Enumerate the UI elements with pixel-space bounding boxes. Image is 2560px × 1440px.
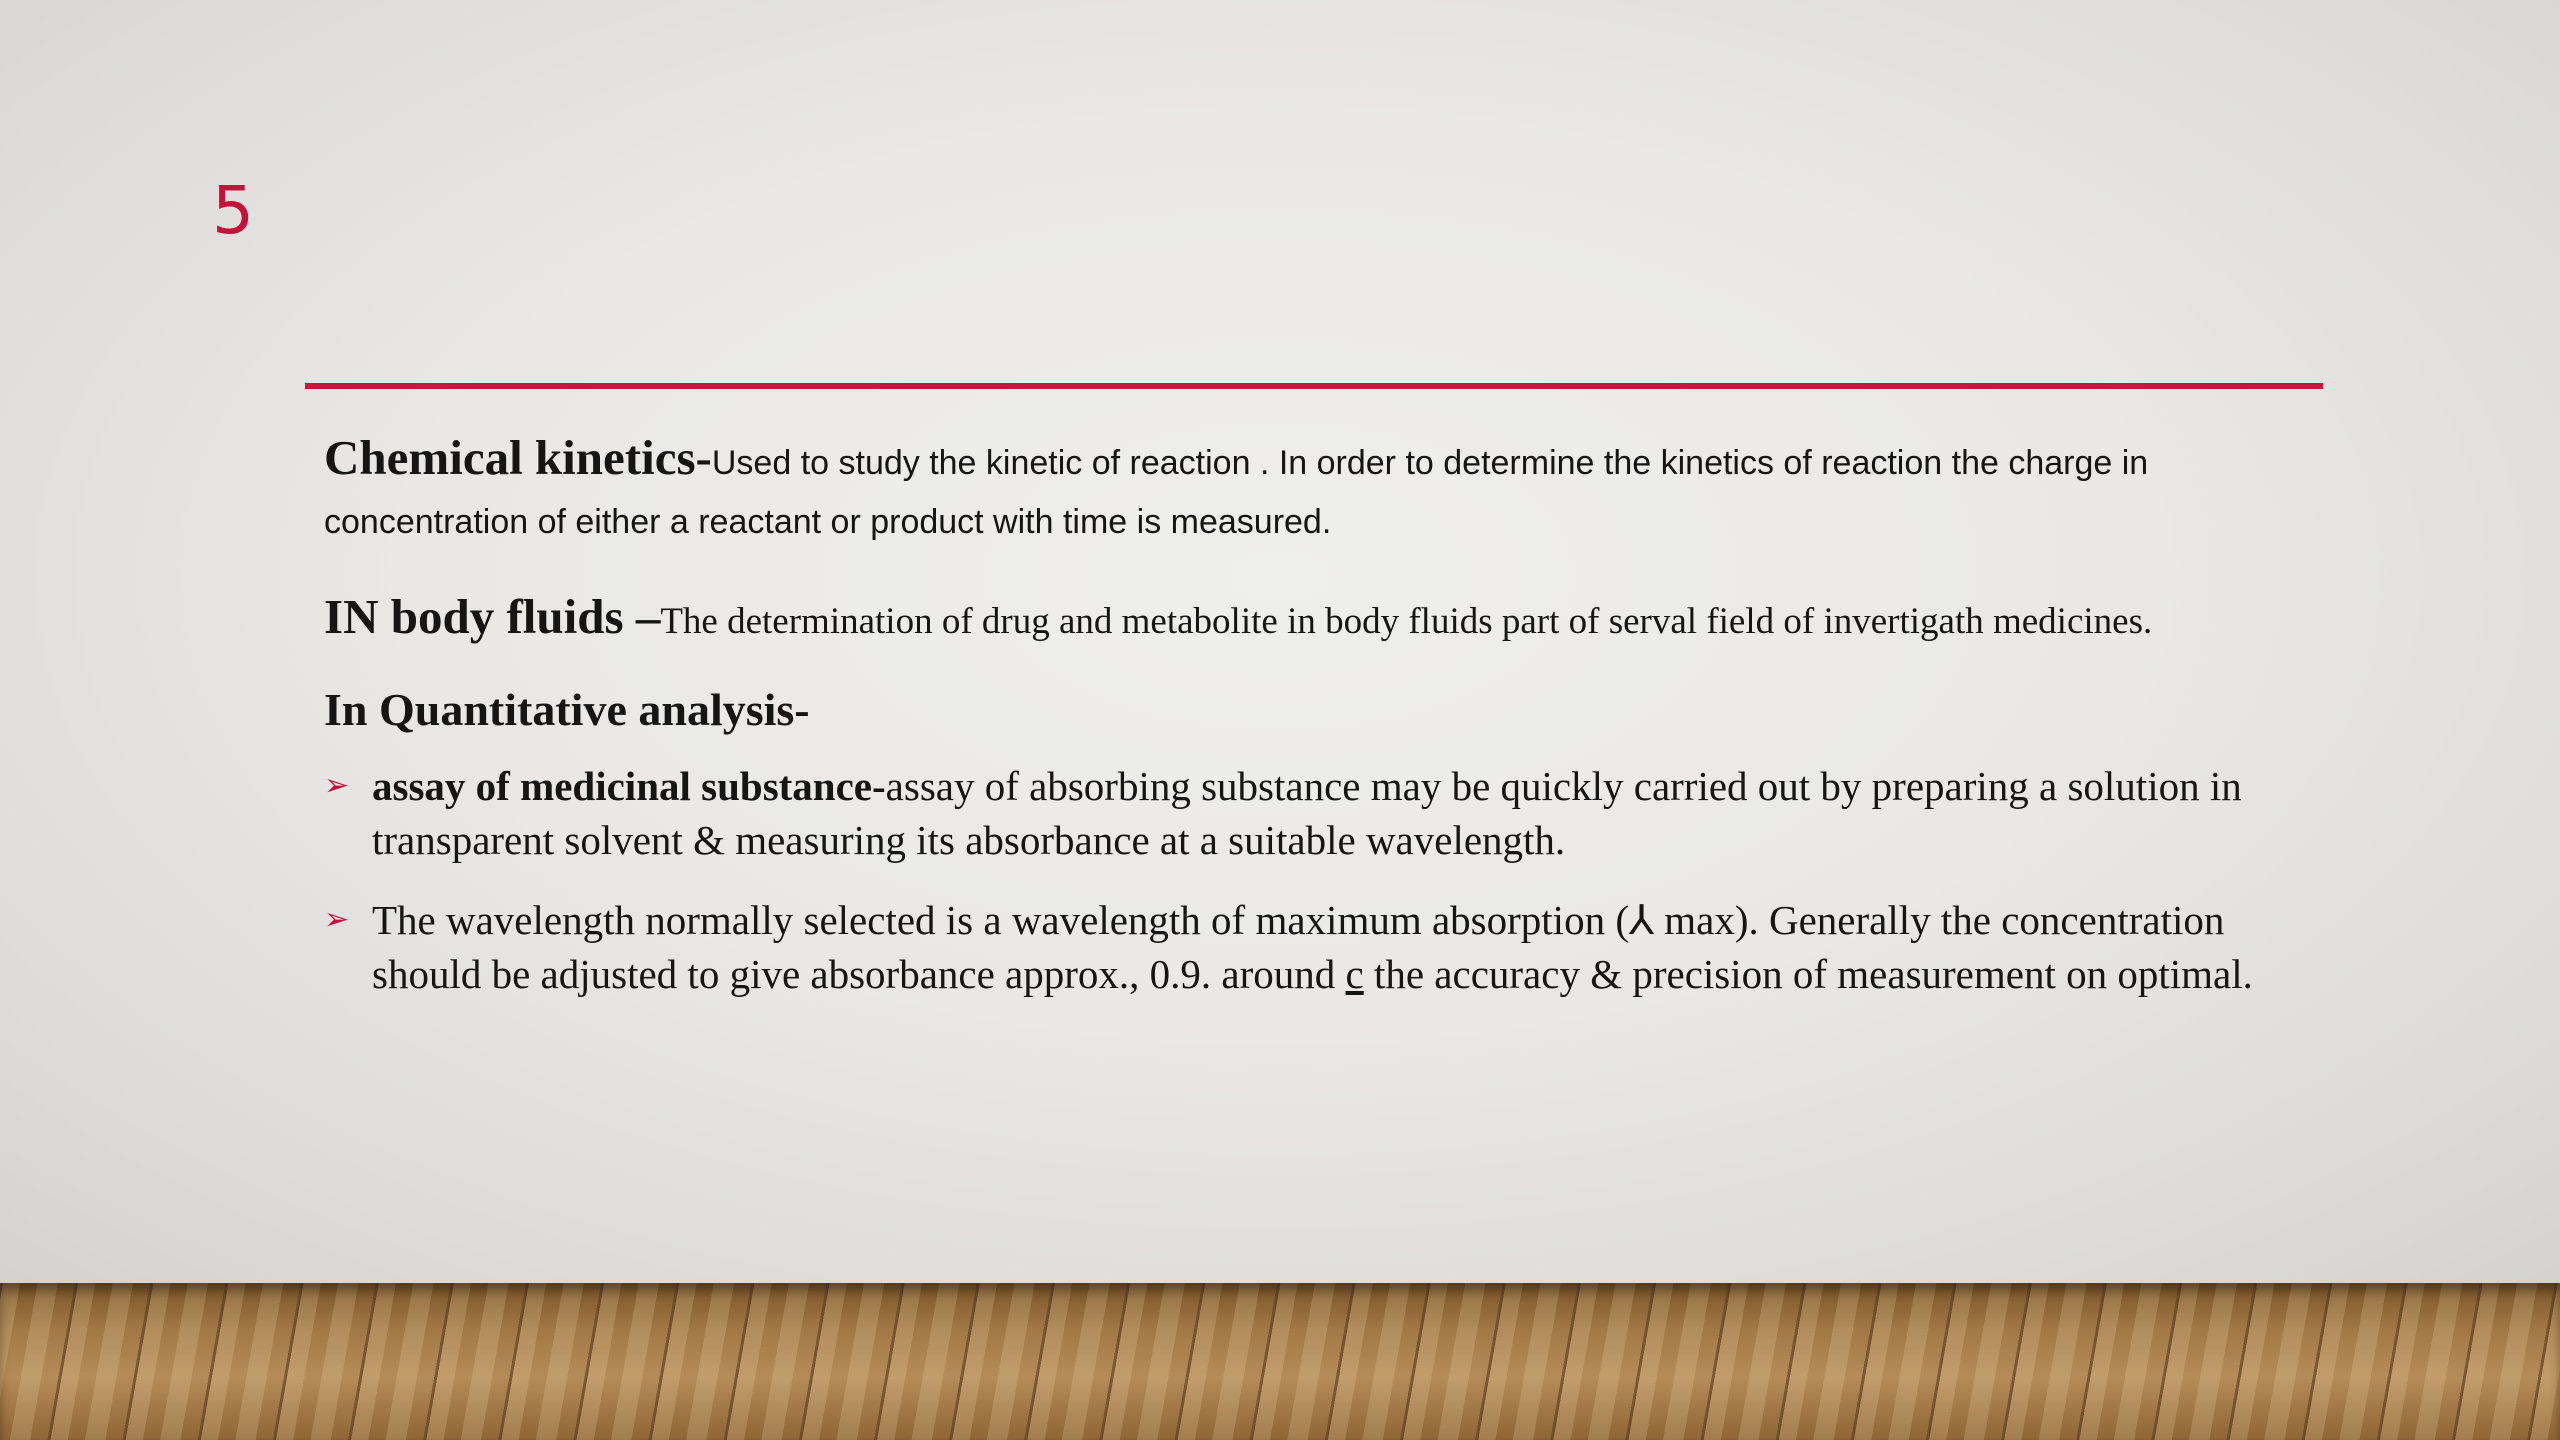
body-fluids-text: The determination of drug and metabolite in body fluids part of serval field of invertigath medicines. — [660, 601, 2153, 642]
wooden-floor-background — [0, 1283, 2560, 1440]
body-fluids-heading: IN body fluids — [324, 589, 636, 644]
bullet-wavelength-underlined: c — [1345, 951, 1364, 997]
body-fluids-paragraph — [324, 579, 2284, 667]
bullet-assay — [324, 759, 2284, 867]
quantitative-analysis-heading: In Quantitative analysis- — [324, 684, 810, 735]
arrow-bullet-icon: ➢ — [324, 902, 350, 937]
quantitative-bullet-list — [324, 759, 2284, 1001]
bullet-assay-text: assay of absorbing substance may be quickly carried out by preparing a solution in transparent solvent & measuring its absorbance at a suitable wavelength. — [372, 763, 2242, 863]
chemical-kinetics-text: Used to study the kinetic of reaction . In order to determine the kinetics of reaction the charge in concentration of either a reactant or product with time is measured. — [324, 444, 2149, 541]
chemical-kinetics-heading: Chemical kinetics- — [324, 430, 712, 485]
title-divider — [305, 383, 2323, 389]
arrow-bullet-icon: ➢ — [324, 768, 350, 803]
chemical-kinetics-paragraph — [324, 432, 2284, 555]
bullet-wavelength-text-after: the accuracy & precision of measurement on optimal. — [1363, 951, 2253, 997]
bullet-assay-lead: assay of medicinal substance- — [372, 763, 886, 809]
body-fluids-dash: – — [635, 589, 661, 644]
bullet-wavelength — [324, 893, 2284, 1001]
bullet-wavelength-text-before: The wavelength normally selected is a wavelength of maximum absorption (⅄ max). Generally the concentration should be adjusted to give absorbance approx., 0.9. around — [372, 897, 2225, 997]
slide-content — [324, 432, 2284, 1027]
slide-number: 5 — [212, 172, 254, 249]
